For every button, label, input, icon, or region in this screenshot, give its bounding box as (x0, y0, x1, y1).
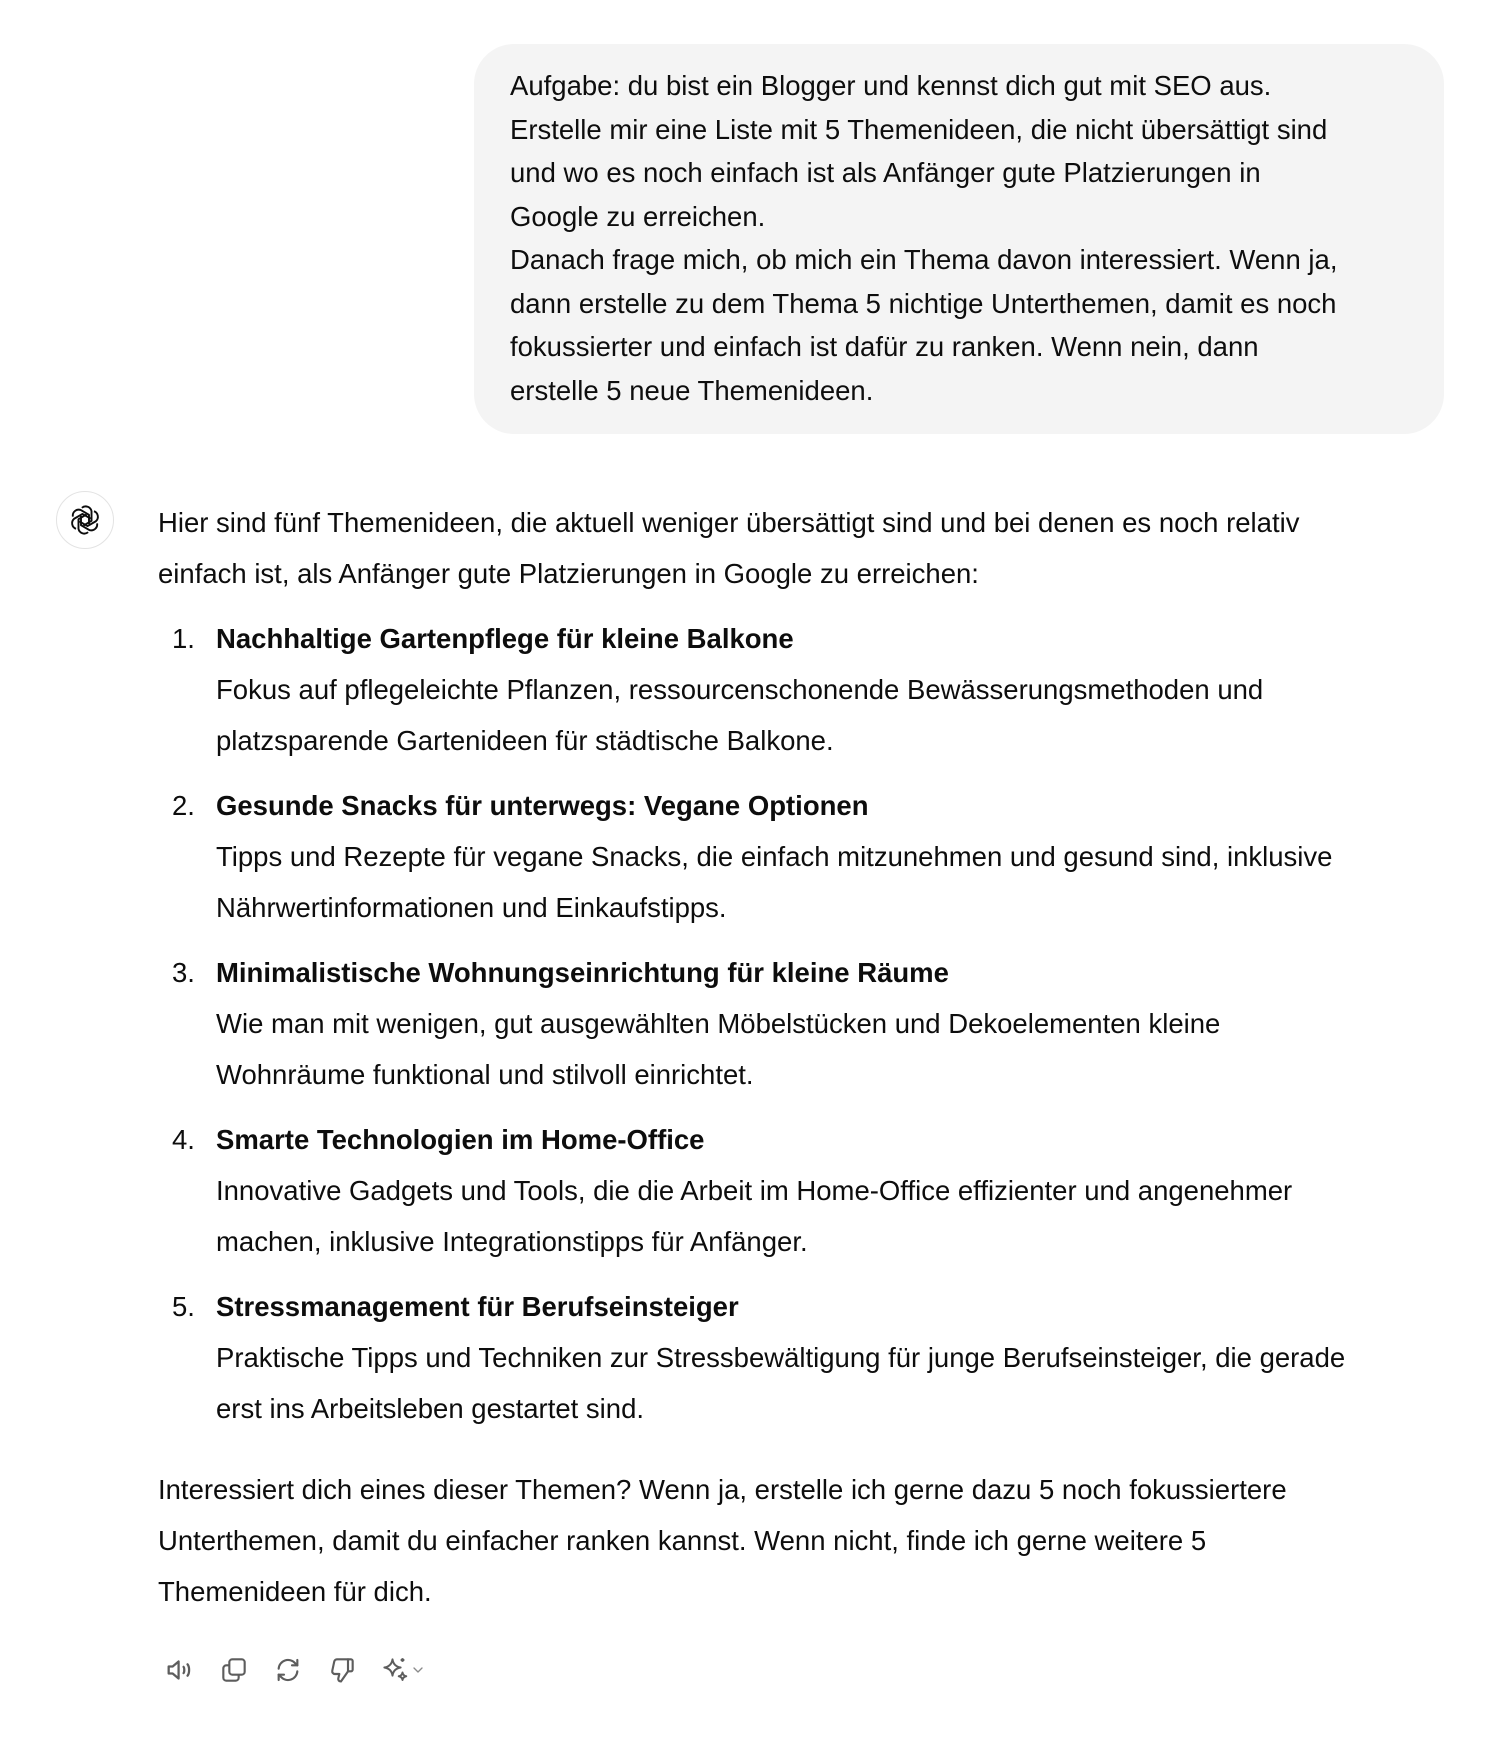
list-item-number: 4. (172, 1124, 195, 1155)
list-item-description-line: Wie man mit wenigen, gut ausgewählten Möbelstücken und Dekoelementen kleine (216, 1008, 1221, 1039)
change-model-button[interactable] (374, 1648, 432, 1692)
user-message-line: Google zu erreichen. (510, 200, 766, 232)
assistant-closing-line: Unterthemen, damit du einfacher ranken kannst. Wenn nicht, finde ich gerne weitere 5 (158, 1525, 1207, 1556)
list-item-title: Smarte Technologien im Home-Office (216, 1124, 705, 1155)
assistant-closing-line: Themenideen für dich. (158, 1576, 432, 1607)
assistant-message (158, 497, 1458, 1617)
list-item-title: Minimalistische Wohnungseinrichtung für kleine Räume (216, 957, 949, 988)
speaker-icon (163, 1653, 197, 1687)
assistant-closing-line: Interessiert dich eines dieser Themen? Wenn ja, erstelle ich gerne dazu 5 noch fokussiertere (158, 1474, 1287, 1505)
list-item-description (216, 1332, 1458, 1434)
chevron-down-icon (410, 1662, 426, 1678)
list-item (158, 780, 1458, 933)
list-item-description (216, 831, 1458, 933)
list-item-description-line: platzsparende Gartenideen für städtische Balkone. (216, 725, 834, 756)
regenerate-button[interactable] (266, 1648, 310, 1692)
assistant-avatar (56, 491, 114, 549)
list-item-description-line: Innovative Gadgets und Tools, die die Arbeit im Home-Office effizienter und angenehmer (216, 1175, 1293, 1206)
user-message-line: Danach frage mich, ob mich ein Thema davon interessiert. Wenn ja, (510, 244, 1338, 275)
user-message-line: Erstelle mir eine Liste mit 5 Themenideen, die nicht übersättigt sind (510, 113, 1328, 145)
list-item-description-line: Wohnräume funktional und stilvoll einrichtet. (216, 1059, 754, 1090)
list-item-description-line: Fokus auf pflegeleichte Pflanzen, ressourcenschonende Bewässerungsmethoden und (216, 674, 1264, 705)
user-message-line: und wo es noch einfach ist als Anfänger gute Platzierungen in (510, 157, 1261, 188)
list-item-number: 2. (172, 790, 195, 821)
user-message-line: fokussierter und einfach ist dafür zu ranken. Wenn nein, dann (510, 331, 1259, 362)
read-aloud-button[interactable] (158, 1648, 202, 1692)
list-item (158, 1281, 1458, 1434)
thumbs-down-icon (326, 1654, 358, 1686)
assistant-intro-line: Hier sind fünf Themenideen, die aktuell weniger übersättigt sind und bei denen es noch relativ (158, 507, 1300, 538)
user-message-line: erstelle 5 neue Themenideen. (510, 374, 874, 406)
list-item-description-line: Nährwertinformationen und Einkaufstipps. (216, 892, 727, 923)
list-item-title: Gesunde Snacks für unterwegs: Vegane Optionen (216, 790, 869, 821)
list-item-description (216, 664, 1458, 766)
list-item (158, 1114, 1458, 1267)
list-item-number: 3. (172, 957, 195, 988)
list-item-description-line: erst ins Arbeitsleben gestartet sind. (216, 1393, 645, 1424)
list-item-number: 5. (172, 1291, 195, 1322)
list-item-description-line: Praktische Tipps und Techniken zur Stressbewältigung für junge Berufseinsteiger, die gerade (216, 1342, 1346, 1373)
openai-logo-icon (68, 503, 102, 537)
copy-icon (218, 1654, 250, 1686)
list-item-title: Nachhaltige Gartenpflege für kleine Balkone (216, 623, 794, 654)
message-action-bar (158, 1648, 442, 1692)
topic-list (158, 613, 1458, 1434)
list-item-description-line: Tipps und Rezepte für vegane Snacks, die einfach mitzunehmen und gesund sind, inklusive (216, 841, 1333, 872)
assistant-closing (158, 1464, 1458, 1617)
user-message-line: dann erstelle zu dem Thema 5 nichtige Unterthemen, damit es noch (510, 287, 1337, 319)
list-item-number: 1. (172, 623, 195, 654)
list-item-title: Stressmanagement für Berufseinsteiger (216, 1291, 739, 1322)
list-item (158, 947, 1458, 1100)
list-item-description-line: machen, inklusive Integrationstipps für Anfänger. (216, 1226, 808, 1257)
list-item-description (216, 998, 1458, 1100)
user-message-line: Aufgabe: du bist ein Blogger und kennst dich gut mit SEO aus. (510, 70, 1272, 101)
list-item-description (216, 1165, 1458, 1267)
sparkle-model-icon (380, 1655, 410, 1685)
list-item (158, 613, 1458, 766)
assistant-intro-line: einfach ist, als Anfänger gute Platzierungen in Google zu erreichen: (158, 558, 979, 589)
assistant-intro (158, 497, 1458, 599)
regenerate-icon (272, 1654, 304, 1686)
copy-button[interactable] (212, 1648, 256, 1692)
bad-response-button[interactable] (320, 1648, 364, 1692)
user-message-bubble (474, 44, 1444, 434)
